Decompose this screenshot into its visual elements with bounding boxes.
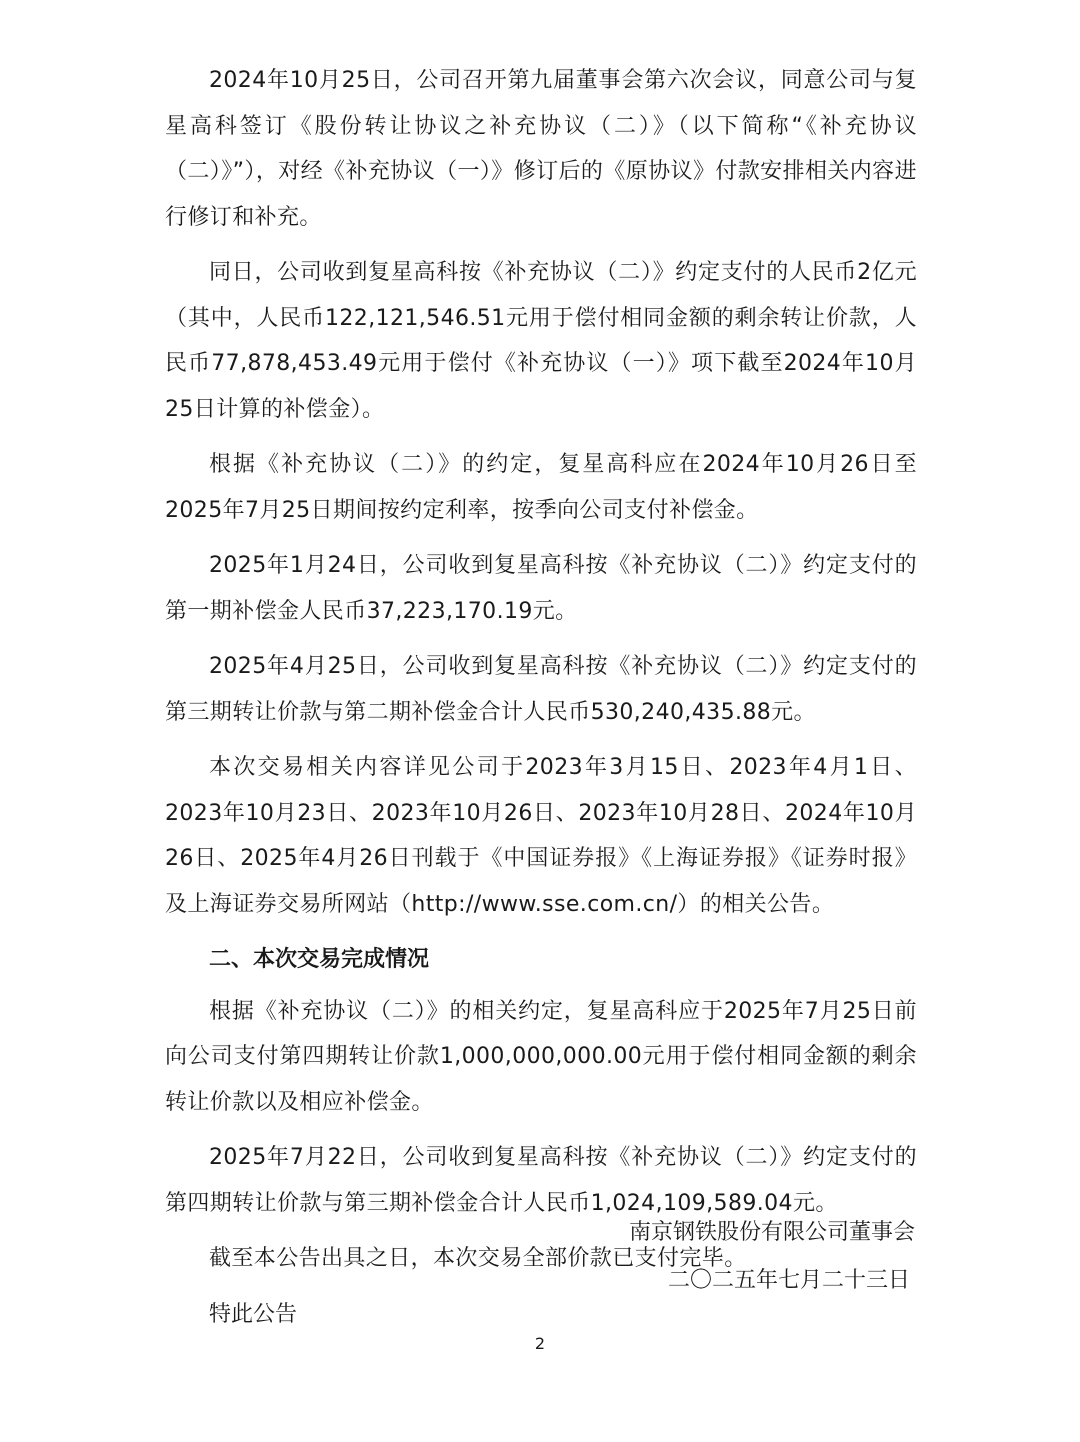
section-heading: 二、本次交易完成情况 [209, 947, 430, 972]
signature-company: 南京钢铁股份有限公司董事会 [628, 1220, 915, 1245]
paragraph-announcement-references: 本次交易相关内容详见公司于2023年3月15日、2023年4月1日、2023年10月23日、2023年10月26日、2023年10月28日、2024年10月26日、2025年4月26日刊载于《中国证券报》《上海证券报》《证券时报》及上海证券交易所网站（http://www.sse.com.cn/）的相关公告。 [165, 755, 917, 917]
paragraph-board-meeting: 2024年10月25日，公司召开第九届董事会第六次会议，同意公司与复星高科签订《股份转让协议之补充协议（二）》（以下简称“《补充协议（二）》”），对经《补充协议（一）》修订后的《原协议》付款安排相关内容进行修订和补充。 [165, 68, 917, 230]
document-body [165, 58, 917, 1347]
signature-date: 二〇二五年七月二十三日 [667, 1268, 910, 1293]
page-number: 2 [534, 1334, 546, 1353]
paragraph-payment-complete: 截至本公告出具之日，本次交易全部价款已支付完毕。 [209, 1246, 747, 1271]
paragraph-fourth-installment-terms: 根据《补充协议（二）》的相关约定，复星高科应于2025年7月25日前向公司支付第四期转让价款1,000,000,000.00元用于偿付相同金额的剩余转让价款以及相应补偿金。 [165, 998, 917, 1115]
paragraph-first-compensation: 2025年1月24日，公司收到复星高科按《补充协议（二）》约定支付的第一期补偿金人民币37,223,170.19元。 [165, 553, 917, 624]
paragraph-fourth-installment-received: 2025年7月22日，公司收到复星高科按《补充协议（二）》约定支付的第四期转让价款与第三期补偿金合计人民币1,024,109,589.04元。 [165, 1145, 917, 1216]
paragraph-payment-received: 同日，公司收到复星高科按《补充协议（二）》约定支付的人民币2亿元（其中，人民币122,121,546.51元用于偿付相同金额的剩余转让价款，人民币77,878,453.49元用于偿付《补充协议（一）》项下截至2024年10月25日计算的补偿金）。 [165, 260, 917, 422]
paragraph-agreement-terms: 根据《补充协议（二）》的约定，复星高科应在2024年10月26日至2025年7月25日期间按约定利率，按季向公司支付补偿金。 [165, 452, 917, 523]
paragraph-third-installment: 2025年4月25日，公司收到复星高科按《补充协议（二）》约定支付的第三期转让价款与第二期补偿金合计人民币530,240,435.88元。 [165, 654, 917, 725]
closing-statement: 特此公告 [209, 1301, 298, 1327]
